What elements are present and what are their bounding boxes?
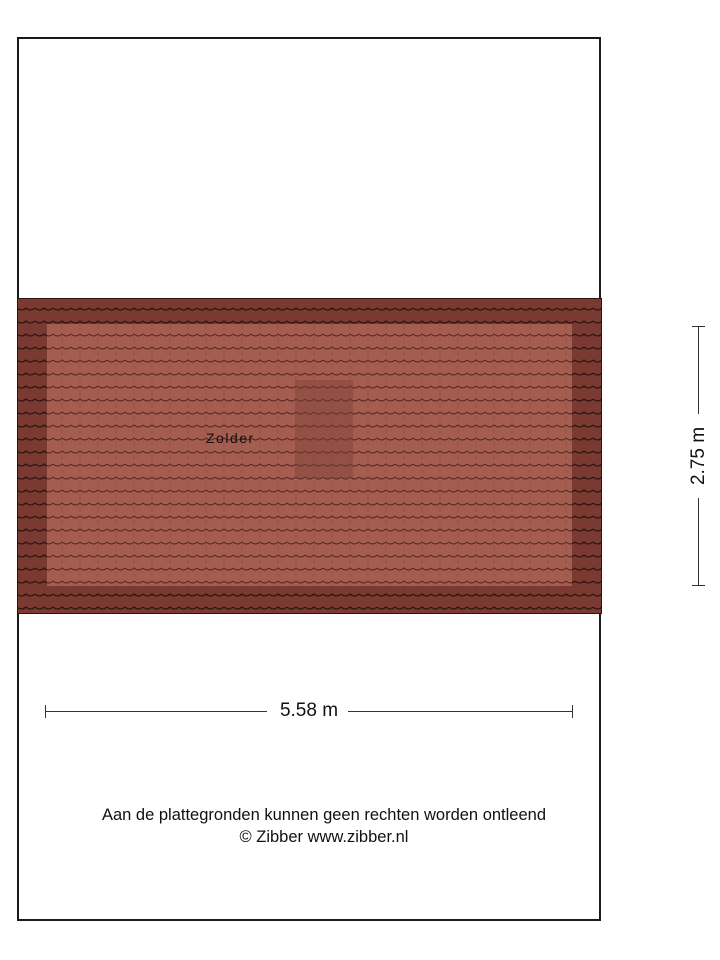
dormer-shadow xyxy=(295,380,353,478)
depth-dimension-line-top xyxy=(698,326,699,414)
depth-dimension-line-bottom xyxy=(698,498,699,586)
depth-dimension xyxy=(686,326,712,586)
width-dimension-label: 5.58 m xyxy=(279,700,339,721)
roof-area xyxy=(17,298,602,614)
disclaimer-line-1: Aan de plattegronden kunnen geen rechten worden ontleend xyxy=(101,806,547,824)
depth-dimension-label: 2.75 m xyxy=(688,426,709,486)
disclaimer xyxy=(17,804,631,848)
roof-tiles xyxy=(17,298,602,614)
room-label: Zolder xyxy=(206,430,255,446)
width-dimension-tick-right xyxy=(572,705,573,718)
depth-dimension-tick-bottom xyxy=(692,585,705,586)
width-dimension-line-right xyxy=(348,711,573,712)
disclaimer-line-2: © Zibber www.zibber.nl xyxy=(239,828,409,846)
width-dimension xyxy=(45,699,573,725)
